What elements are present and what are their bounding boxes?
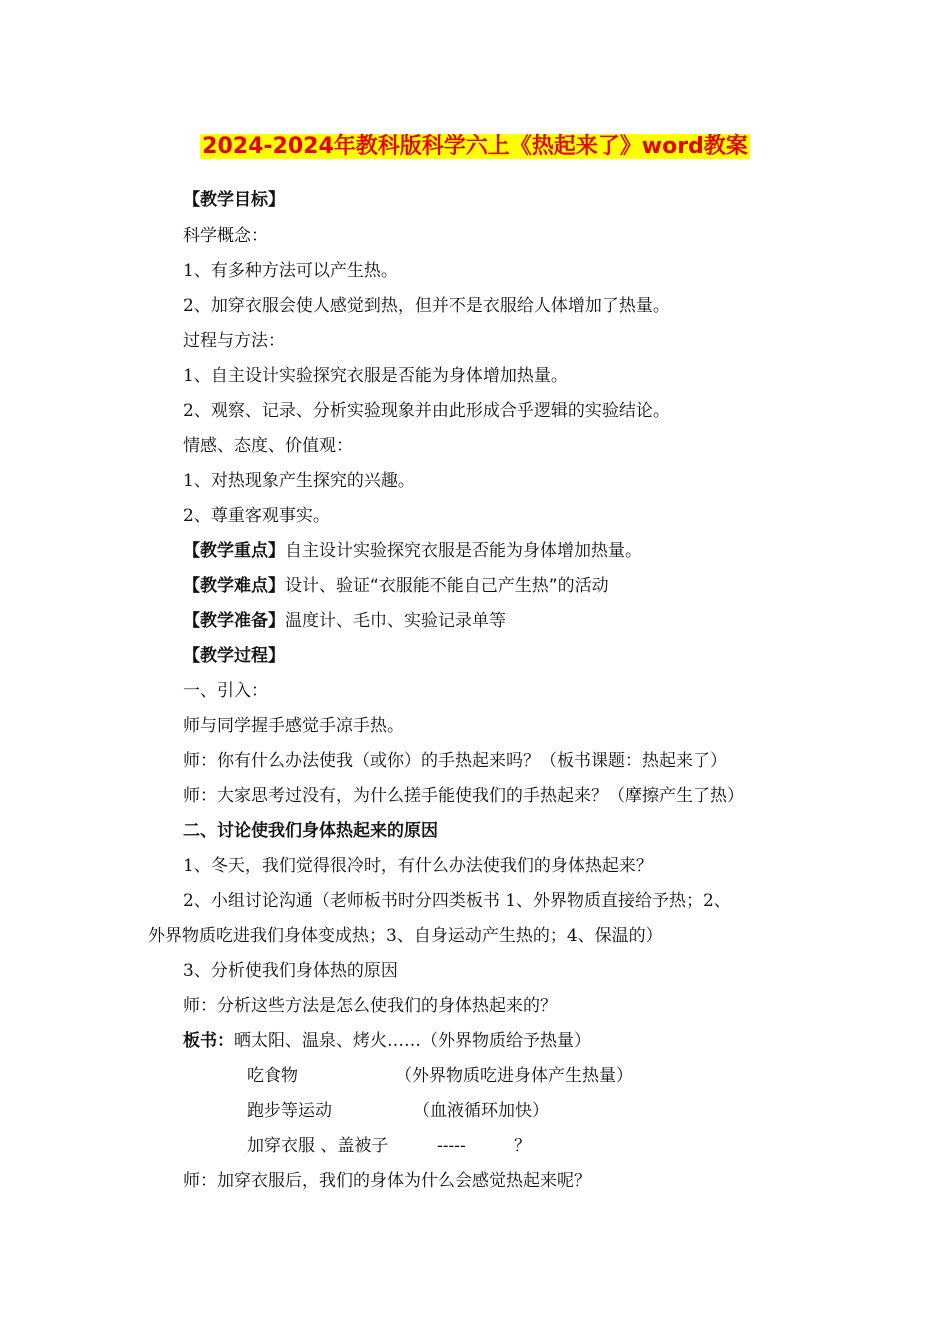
concept-heading: 科学概念： <box>183 226 268 246</box>
board-row-3 <box>247 1099 549 1123</box>
difficulty-label: 【教学难点】 <box>183 576 285 596</box>
difficulty-text: 设计、验证“衣服能不能自己产生热”的活动 <box>285 576 609 596</box>
board-row-3-note: （血液循环加快） <box>413 1101 549 1121</box>
board-row-1 <box>183 1029 591 1053</box>
paragraph-2: 师：你有什么办法使我（或你）的手热起来吗？（板书课题：热起来了） <box>183 751 727 771</box>
board-row-1-text: 晒太阳、温泉、烤火……（外界物质给予热量） <box>234 1031 591 1051</box>
section-1-heading-text: 一、引入： <box>183 681 268 701</box>
title-block <box>0 132 950 162</box>
board-row-2 <box>247 1064 633 1088</box>
board-row-2-note: （外界物质吃进身体产生热量） <box>395 1066 633 1086</box>
method-item-1: 1、自主设计实验探究衣服是否能为身体增加热量。 <box>183 366 568 386</box>
preparation-label: 【教学准备】 <box>183 611 285 631</box>
key-point <box>183 539 642 563</box>
goals-heading: 【教学目标】 <box>183 190 285 210</box>
board-row-2-item: 吃食物 <box>247 1066 298 1086</box>
key-point-text: 自主设计实验探究衣服是否能为身体增加热量。 <box>285 541 642 561</box>
preparation <box>183 609 506 633</box>
board-row-4-dashes: ----- <box>437 1136 466 1156</box>
emotion-item-2: 2、尊重客观事实。 <box>183 506 330 526</box>
emotion-heading: 情感、态度、价值观： <box>183 436 353 456</box>
board-row-4 <box>247 1134 531 1158</box>
emotion-item-1: 1、对热现象产生探究的兴趣。 <box>183 471 415 491</box>
method-heading: 过程与方法： <box>183 331 285 351</box>
section-1-heading <box>183 679 268 703</box>
difficulty-point <box>183 574 609 598</box>
document-title: 2024-2024年教科版科学六上《热起来了》word教案 <box>202 134 748 159</box>
method-item-2: 2、观察、记录、分析实验现象并由此形成合乎逻辑的实验结论。 <box>183 401 670 421</box>
question-1: 1、冬天，我们觉得很冷时，有什么办法使我们的身体热起来？ <box>183 856 653 876</box>
paragraph-3: 师：大家思考过没有，为什么搓手能使我们的手热起来？（摩擦产生了热） <box>183 786 744 806</box>
question-3: 3、分析使我们身体热的原因 <box>183 961 398 981</box>
question-4: 师：分析这些方法是怎么使我们的身体热起来的？ <box>183 996 557 1016</box>
board-label: 板书： <box>183 1031 234 1051</box>
question-2-line-2: 外界物质吃进我们身体变成热；3、自身运动产生热的；4、保温的） <box>148 926 663 946</box>
question-2-line-1: 2、小组讨论沟通（老师板书时分四类板书 1、外界物质直接给予热；2、 <box>183 891 731 911</box>
board-row-3-item: 跑步等运动 <box>247 1101 332 1121</box>
paragraph-1: 师与同学握手感觉手凉手热。 <box>183 716 404 736</box>
board-row-4-item: 加穿衣服 、盖被子 <box>247 1136 389 1156</box>
concept-item-2: 2、加穿衣服会使人感觉到热，但并不是衣服给人体增加了热量。 <box>183 296 670 316</box>
key-point-label: 【教学重点】 <box>183 541 285 561</box>
concept-item-1: 1、有多种方法可以产生热。 <box>183 261 398 281</box>
preparation-text: 温度计、毛巾、实验记录单等 <box>285 611 506 631</box>
final-question: 师：加穿衣服后，我们的身体为什么会感觉热起来呢？ <box>183 1171 591 1191</box>
process-heading: 【教学过程】 <box>183 646 285 666</box>
board-row-4-question-mark: ？ <box>514 1136 531 1156</box>
section-2-heading: 二、讨论使我们身体热起来的原因 <box>183 821 438 841</box>
